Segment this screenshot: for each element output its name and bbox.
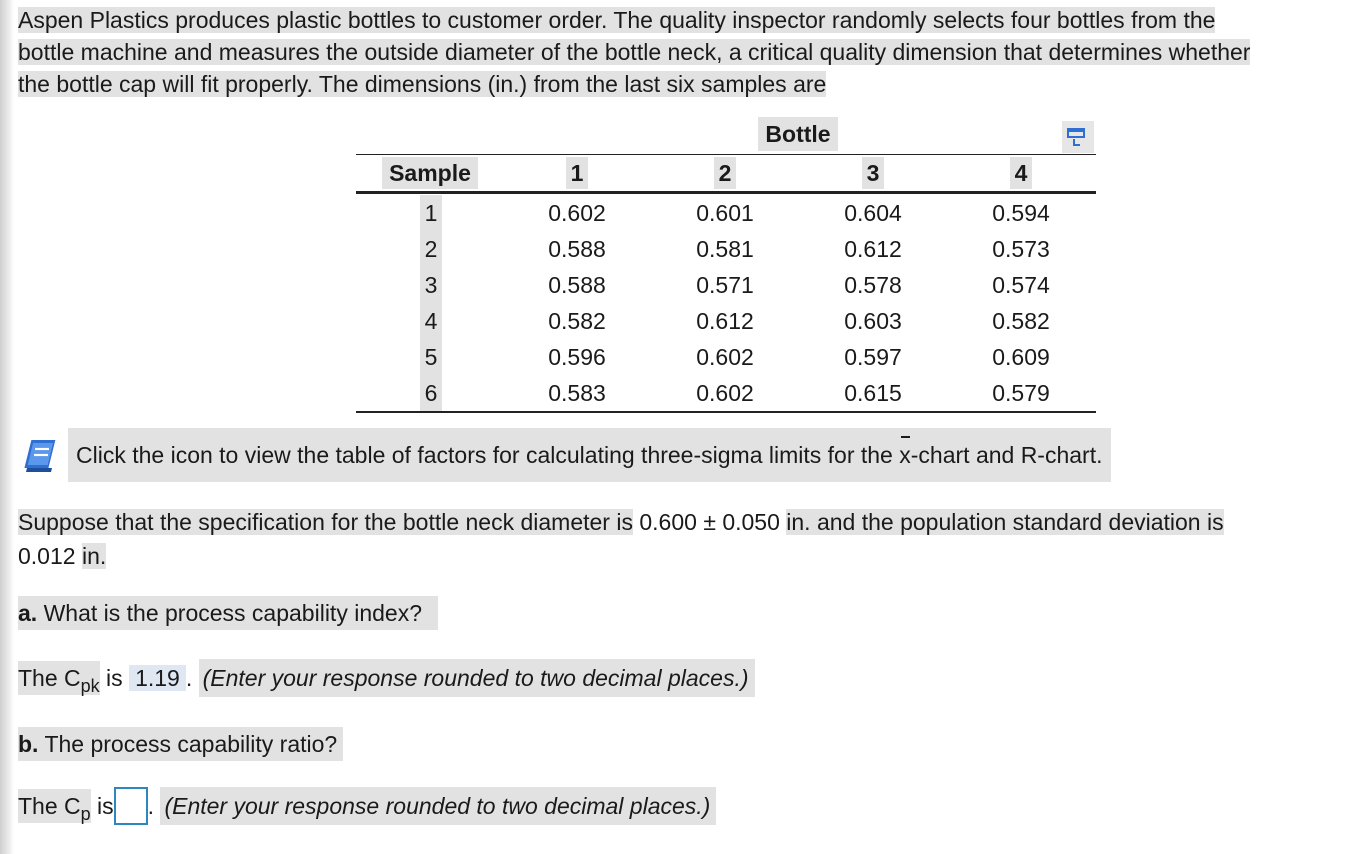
table-header-rule bbox=[356, 191, 1096, 194]
table-bottom-rule bbox=[356, 411, 1096, 413]
book-icon[interactable] bbox=[22, 434, 64, 476]
sample-number: 5 bbox=[420, 339, 442, 375]
cpk-prefix: The C bbox=[18, 665, 81, 691]
table-row bbox=[356, 339, 1096, 375]
diameter-value: 0.612 bbox=[844, 236, 902, 262]
spec-text-a: Suppose that the specification for the bottle neck diameter is bbox=[18, 509, 633, 535]
cp-answer-input[interactable] bbox=[114, 787, 148, 825]
specification-statement bbox=[18, 505, 1364, 573]
diameter-value: 0.597 bbox=[844, 344, 902, 370]
diameter-value: 0.583 bbox=[548, 380, 606, 406]
table-row bbox=[356, 303, 1096, 339]
sample-number: 4 bbox=[420, 303, 442, 339]
diameter-value: 0.573 bbox=[992, 236, 1050, 262]
diameter-value: 0.602 bbox=[548, 200, 606, 226]
info-text-before: Click the icon to view the table of factors for calculating three-sigma limits for the bbox=[76, 442, 893, 468]
table-row bbox=[356, 375, 1096, 411]
cp-label bbox=[18, 789, 91, 823]
diameter-value: 0.615 bbox=[844, 380, 902, 406]
cp-period: . bbox=[147, 793, 155, 819]
sample-column-header: Sample bbox=[382, 157, 478, 189]
table-row bbox=[356, 195, 1096, 231]
diameter-value: 0.581 bbox=[696, 236, 754, 262]
cpk-subscript: pk bbox=[80, 676, 100, 696]
cpk-is: is bbox=[106, 665, 123, 691]
diameter-value: 0.612 bbox=[696, 308, 754, 334]
diameter-value: 0.571 bbox=[696, 272, 754, 298]
cp-instruction: (Enter your response rounded to two decimal places.) bbox=[160, 787, 716, 825]
question-a-text: What is the process capability index? bbox=[43, 600, 422, 626]
diameter-value: 0.594 bbox=[992, 200, 1050, 226]
table-row bbox=[356, 231, 1096, 267]
info-text-after: and R-chart. bbox=[975, 442, 1103, 468]
std-dev-unit: in. bbox=[81, 543, 107, 569]
intro-line-3: the bottle cap will fit properly. The dimensions (in.) from the last six samples are bbox=[18, 71, 827, 97]
diameter-value: 0.582 bbox=[548, 308, 606, 334]
copy-table-icon[interactable] bbox=[1062, 121, 1094, 153]
spec-value: 0.600 ± 0.050 bbox=[639, 509, 780, 535]
cpk-period: . bbox=[185, 665, 193, 691]
bottle-2-header: 2 bbox=[714, 157, 736, 189]
table-top-rule bbox=[356, 154, 1096, 155]
diameter-value: 0.603 bbox=[844, 308, 902, 334]
cp-prefix: The C bbox=[18, 793, 81, 819]
answer-b-line bbox=[18, 784, 716, 832]
bottle-group-header: Bottle bbox=[758, 117, 838, 151]
sample-number: 1 bbox=[420, 195, 442, 231]
diameter-value: 0.596 bbox=[548, 344, 606, 370]
intro-line-1: Aspen Plastics produces plastic bottles to customer order. The quality inspector randomly selects four bottles from the bbox=[18, 7, 1216, 33]
diameter-value: 0.588 bbox=[548, 236, 606, 262]
diameter-value: 0.582 bbox=[992, 308, 1050, 334]
std-dev-value: 0.012 bbox=[18, 543, 76, 569]
x-bar-symbol: x bbox=[899, 428, 911, 482]
question-b-text: The process capability ratio? bbox=[44, 731, 338, 757]
sample-number: 6 bbox=[420, 375, 442, 411]
cpk-instruction: (Enter your response rounded to two decimal places.) bbox=[199, 659, 755, 697]
cpk-label bbox=[18, 661, 100, 695]
factors-table-link-text[interactable] bbox=[68, 428, 1111, 482]
bottle-4-header: 4 bbox=[1010, 157, 1032, 189]
cp-subscript: p bbox=[80, 804, 91, 824]
diameter-value: 0.579 bbox=[992, 380, 1050, 406]
question-a-label: a. bbox=[18, 600, 38, 626]
diameter-value: 0.609 bbox=[992, 344, 1050, 370]
diameter-value: 0.578 bbox=[844, 272, 902, 298]
sample-number: 2 bbox=[420, 231, 442, 267]
diameter-value: 0.588 bbox=[548, 272, 606, 298]
intro-line-2: bottle machine and measures the outside diameter of the bottle neck, a critical quality dimension that determines whether bbox=[18, 39, 1251, 65]
question-b-label: b. bbox=[18, 731, 39, 757]
bottle-3-header: 3 bbox=[862, 157, 884, 189]
spec-text-b: in. and the population standard deviation is bbox=[786, 509, 1224, 535]
bottle-1-header: 1 bbox=[566, 157, 588, 189]
left-edge-shade bbox=[0, 0, 14, 854]
diameter-value: 0.604 bbox=[844, 200, 902, 226]
question-a bbox=[18, 596, 438, 630]
cpk-answer-field[interactable]: 1.19 bbox=[129, 665, 186, 691]
sample-number: 3 bbox=[420, 267, 442, 303]
question-b bbox=[18, 727, 343, 761]
cp-is: is bbox=[97, 793, 114, 819]
diameter-value: 0.602 bbox=[696, 344, 754, 370]
info-text-xchart: -chart bbox=[910, 442, 970, 468]
problem-intro bbox=[18, 4, 1364, 100]
table-row bbox=[356, 267, 1096, 303]
diameter-value: 0.574 bbox=[992, 272, 1050, 298]
diameter-value: 0.601 bbox=[696, 200, 754, 226]
bottle-diameter-table bbox=[356, 113, 1096, 415]
diameter-value: 0.602 bbox=[696, 380, 754, 406]
answer-a-line bbox=[18, 656, 755, 704]
